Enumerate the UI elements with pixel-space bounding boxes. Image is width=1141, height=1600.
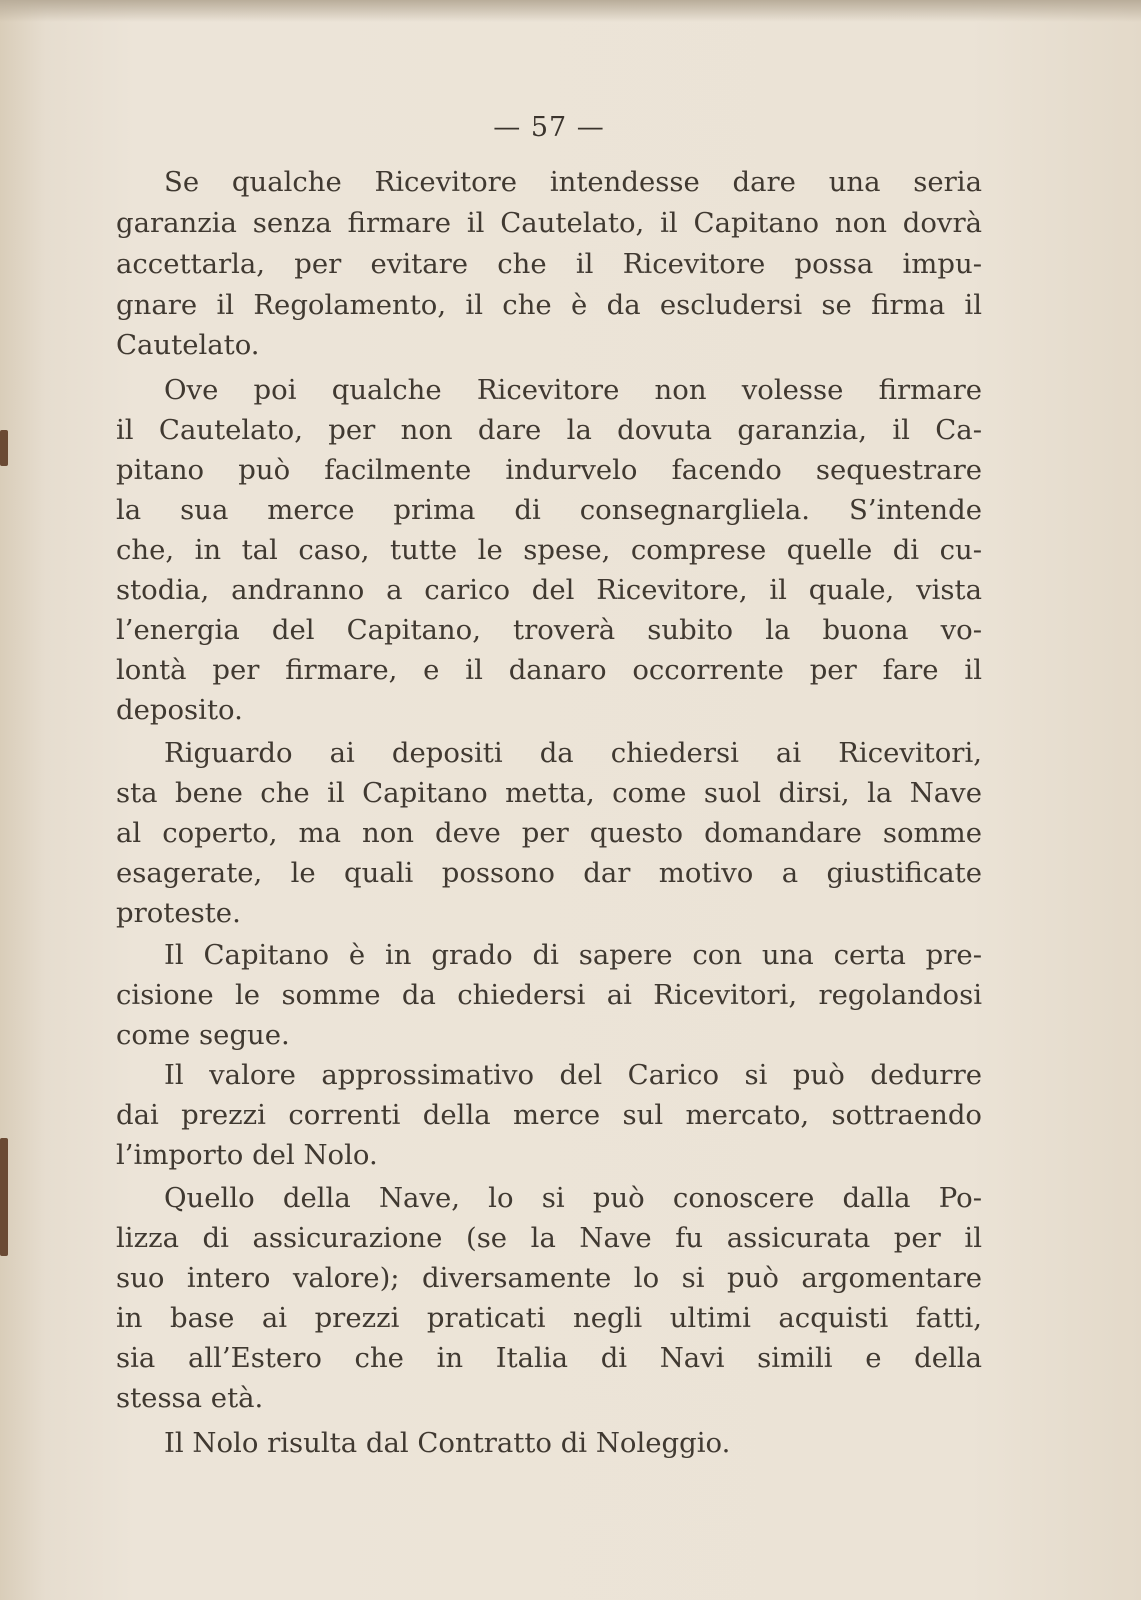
- text-line: l’energia del Capitano, troverà subito la buona vo-: [116, 614, 982, 646]
- page-top-shadow: [0, 0, 1141, 22]
- text-line: la sua merce prima di consegnargliela. S’intende: [116, 494, 982, 526]
- text-line: Riguardo ai depositi da chiedersi ai Ricevitori,: [164, 737, 982, 769]
- text-line: il Cautelato, per non dare la dovuta garanzia, il Ca-: [116, 414, 982, 446]
- text-line: Il Nolo risulta dal Contratto di Noleggio.: [164, 1427, 731, 1459]
- text-line: accettarla, per evitare che il Ricevitore possa impu-: [116, 248, 982, 280]
- text-line: stessa età.: [116, 1382, 264, 1414]
- text-line: sta bene che il Capitano metta, come suol dirsi, la Nave: [116, 777, 982, 809]
- text-line: esagerate, le quali possono dar motivo a giustificate: [116, 857, 982, 889]
- text-line: stodia, andranno a carico del Ricevitore, il quale, vista: [116, 574, 982, 606]
- text-line: Quello della Nave, lo si può conoscere dalla Po-: [164, 1182, 982, 1214]
- text-line: Cautelato.: [116, 329, 260, 361]
- text-line: Il Capitano è in grado di sapere con una certa pre-: [164, 939, 982, 971]
- text-line: l’importo del Nolo.: [116, 1139, 378, 1171]
- page-number: — 57 —: [493, 112, 605, 143]
- text-line: deposito.: [116, 694, 243, 726]
- binding-mark: [0, 430, 8, 466]
- text-line: cisione le somme da chiedersi ai Ricevitori, regolandosi: [116, 979, 982, 1011]
- text-line: suo intero valore); diversamente lo si può argomentare: [116, 1262, 982, 1294]
- text-line: gnare il Regolamento, il che è da escludersi se firma il: [116, 289, 982, 321]
- text-line: sia all’Estero che in Italia di Navi simili e della: [116, 1342, 982, 1374]
- text-line: lontà per firmare, e il danaro occorrente per fare il: [116, 654, 982, 686]
- text-line: che, in tal caso, tutte le spese, comprese quelle di cu-: [116, 534, 982, 566]
- binding-mark: [0, 1138, 8, 1256]
- text-line: pitano può facilmente indurvelo facendo sequestrare: [116, 454, 982, 486]
- text-line: proteste.: [116, 897, 241, 929]
- text-line: Il valore approssimativo del Carico si può dedurre: [164, 1059, 982, 1091]
- text-line: al coperto, ma non deve per questo domandare somme: [116, 817, 982, 849]
- text-line: garanzia senza firmare il Cautelato, il Capitano non dovrà: [116, 207, 982, 239]
- text-line: Ove poi qualche Ricevitore non volesse firmare: [164, 374, 982, 406]
- text-line: come segue.: [116, 1019, 290, 1051]
- text-line: Se qualche Ricevitore intendesse dare una seria: [164, 166, 982, 198]
- text-line: dai prezzi correnti della merce sul mercato, sottraendo: [116, 1099, 982, 1131]
- text-line: lizza di assicurazione (se la Nave fu assicurata per il: [116, 1222, 982, 1254]
- text-line: in base ai prezzi praticati negli ultimi acquisti fatti,: [116, 1302, 982, 1334]
